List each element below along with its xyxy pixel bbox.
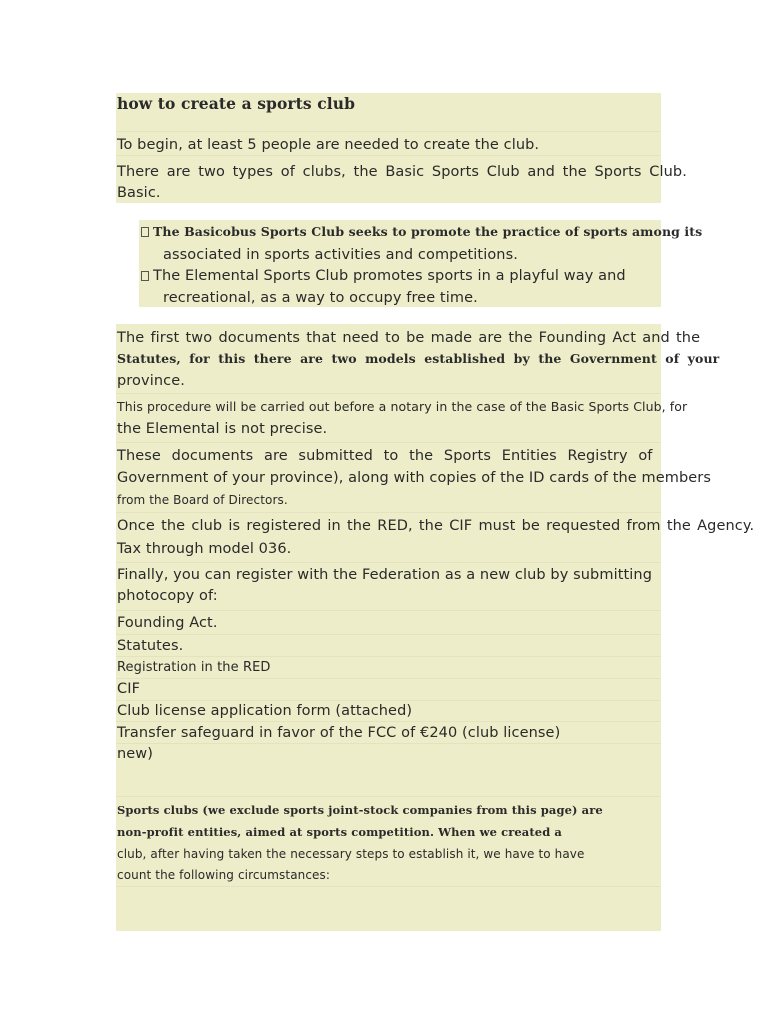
- bullet-box-icon: [141, 227, 149, 237]
- row-separator: [116, 700, 661, 701]
- row-separator: [116, 562, 661, 563]
- row-separator: [116, 155, 661, 156]
- bullet-text: The Elemental Sports Club promotes sports in a playful way and: [153, 268, 626, 284]
- body-line: the Elemental is not precise.: [117, 421, 328, 437]
- body-line: province.: [117, 373, 185, 389]
- list-item: Statutes.: [117, 638, 184, 654]
- closing-line: club, after having taken the necessary steps to establish it, we have to have: [117, 847, 585, 861]
- row-separator: [116, 743, 661, 744]
- body-line: This procedure will be carried out before a notary in the case of the Basic Sports Club, for: [117, 399, 688, 414]
- row-separator: [116, 610, 661, 611]
- row-separator: [116, 886, 661, 887]
- body-line: Statutes, for this there are two models established by the Government of your: [117, 351, 720, 366]
- list-item: Founding Act.: [117, 615, 218, 631]
- body-line: Once the club is registered in the RED, the CIF must be requested from the Agency.: [117, 518, 755, 534]
- list-item: Club license application form (attached): [117, 703, 413, 719]
- bullet-text: The Basicobus Sports Club seeks to promote the practice of sports among its: [153, 224, 703, 239]
- closing-line: Sports clubs (we exclude sports joint-stock companies from this page) are: [117, 803, 603, 817]
- row-separator: [116, 721, 661, 722]
- list-item: CIF: [117, 681, 141, 697]
- bullet-continuation: recreational, as a way to occupy free time.: [163, 290, 478, 306]
- row-separator: [116, 131, 661, 132]
- bullet-item-elemental: [141, 267, 626, 285]
- list-item: Transfer safeguard in favor of the FCC of €240 (club license): [117, 725, 561, 741]
- body-line: Finally, you can register with the Federation as a new club by submitting: [117, 567, 652, 583]
- list-item: Registration in the RED: [117, 660, 271, 675]
- closing-line: non-profit entities, aimed at sports competition. When we created a: [117, 825, 562, 839]
- row-separator: [116, 656, 661, 657]
- body-line: Government of your province), along with copies of the ID cards of the members: [117, 470, 712, 486]
- page-title: how to create a sports club: [117, 94, 356, 113]
- body-line: Tax through model 036.: [117, 541, 292, 557]
- row-separator: [116, 512, 661, 513]
- bullet-continuation: associated in sports activities and competitions.: [163, 247, 518, 263]
- bullet-box-icon: [141, 271, 149, 281]
- list-item: new): [117, 746, 154, 762]
- body-line: These documents are submitted to the Sports Entities Registry of: [117, 448, 653, 464]
- intro-line: Basic.: [117, 185, 161, 201]
- intro-line: There are two types of clubs, the Basic Sports Club and the Sports Club.: [117, 164, 687, 180]
- row-separator: [116, 634, 661, 635]
- intro-line: To begin, at least 5 people are needed to create the club.: [117, 137, 540, 153]
- row-separator: [116, 678, 661, 679]
- bullet-item-basic: [141, 223, 702, 241]
- closing-line: count the following circumstances:: [117, 868, 331, 882]
- body-line: photocopy of:: [117, 588, 218, 604]
- row-separator: [116, 442, 661, 443]
- body-line: The first two documents that need to be made are the Founding Act and the: [117, 330, 701, 346]
- row-separator: [116, 796, 661, 797]
- body-line: from the Board of Directors.: [117, 493, 288, 507]
- row-separator: [116, 393, 661, 394]
